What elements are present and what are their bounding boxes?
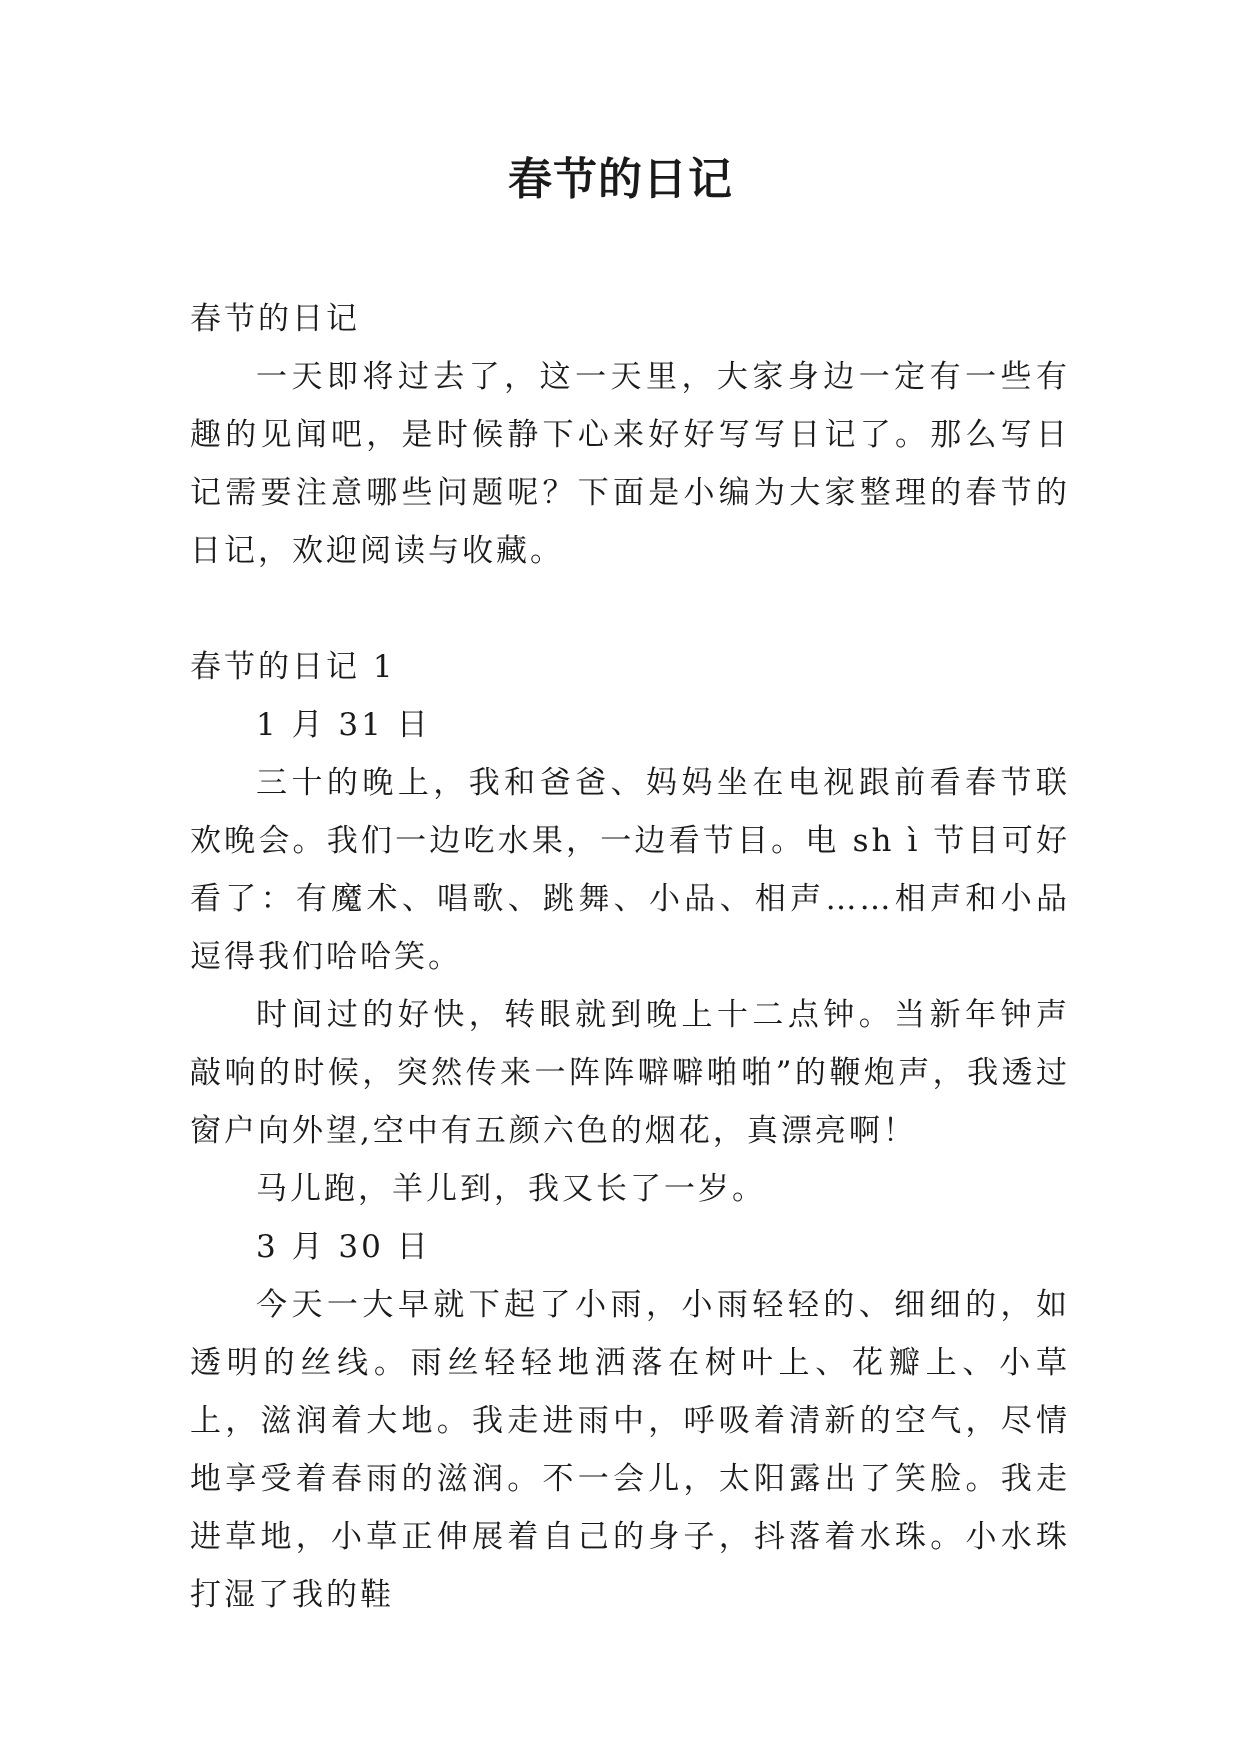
document-title: 春节的日记 bbox=[508, 154, 733, 205]
document-body bbox=[190, 290, 1070, 1624]
entry-date: 3 月 30 日 bbox=[256, 1229, 431, 1265]
paragraph: 三十的晚上，我和爸爸、妈妈坐在电视跟前看春节联欢晚会。我们一边吃水果，一边看节目。电 sh ì 节目可好看了：有魔术、唱歌、跳舞、小品、相声……相声和小品逗得我们哈哈笑。 bbox=[190, 765, 1070, 975]
paragraph: 马儿跑，羊儿到，我又长了一岁。 bbox=[256, 1171, 766, 1207]
entry-heading: 春节的日记 1 bbox=[190, 649, 396, 685]
paragraph: 时间过的好快，转眼就到晚上十二点钟。当新年钟声敲响的时候，突然传来一阵阵噼噼啪啪”的鞭炮声，我透过窗户向外望,空中有五颜六色的烟花，真漂亮啊！ bbox=[190, 997, 1070, 1149]
section-spacer bbox=[190, 580, 1070, 638]
paragraph: 今天一大早就下起了小雨，小雨轻轻的、细细的，如透明的丝线。雨丝轻轻地洒落在树叶上、花瓣上、小草上，滋润着大地。我走进雨中，呼吸着清新的空气，尽情地享受着春雨的滋润。不一会儿，太阳露出了笑脸。我走进草地，小草正伸展着自己的身子，抖落着水珠。小水珠打湿了我的鞋 bbox=[190, 1287, 1070, 1613]
entry-date: 1 月 31 日 bbox=[256, 707, 431, 743]
subtitle: 春节的日记 bbox=[190, 301, 360, 337]
intro-paragraph: 一天即将过去了，这一天里，大家身边一定有一些有趣的见闻吧，是时候静下心来好好写写日记了。那么写日记需要注意哪些问题呢？下面是小编为大家整理的春节的日记，欢迎阅读与收藏。 bbox=[190, 359, 1070, 569]
